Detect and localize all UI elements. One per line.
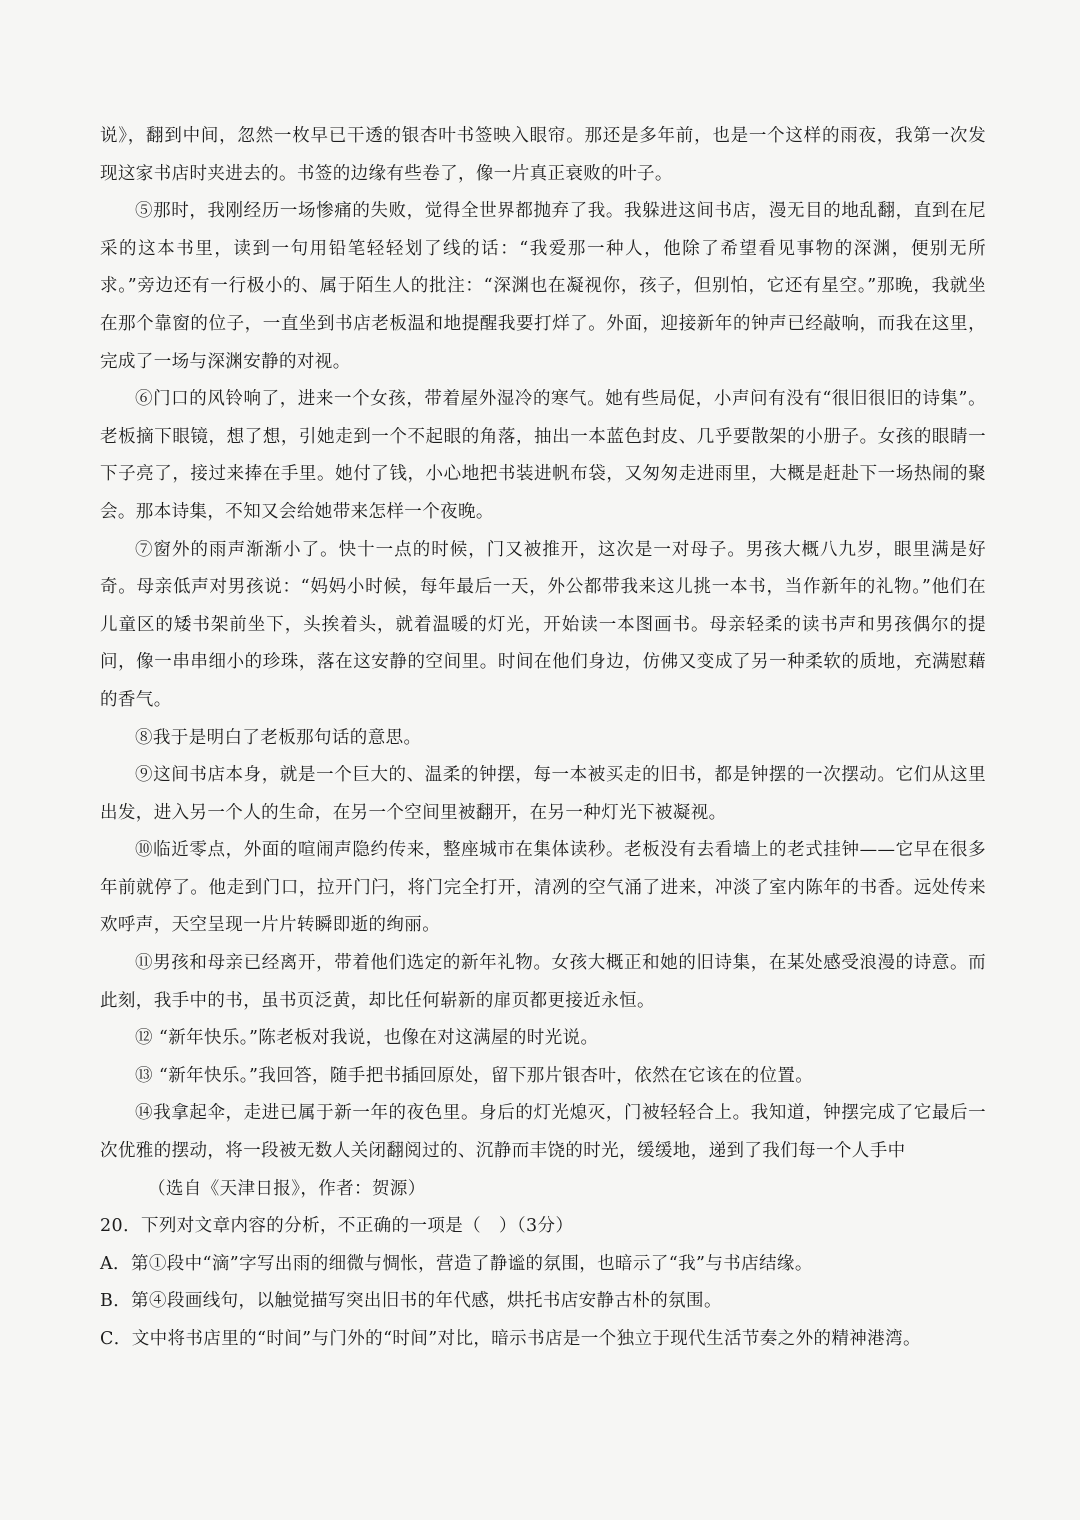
article-paragraph-11: ⑪男孩和母亲已经离开，带着他们选定的新年礼物。女孩大概正和她的旧诗集，在某处感受浪漫的诗意。而此刻，我手中的书，虽书页泛黄，却比任何崭新的扉页都更接近永恒。	[100, 953, 986, 1011]
article-paragraph-5: ⑤那时，我刚经历一场惨痛的失败，觉得全世界都抛弃了我。我躲进这间书店，漫无目的地乱翻，直到在尼采的这本书里，读到一句用铅笔轻轻划了线的话：“我爱那一种人，他除了希望看见事物的深渊，便别无所求。”旁边还有一行极小的、属于陌生人的批注：“深渊也在凝视你，孩子，但别怕，它还有星空。”那晚，我就坐在那个靠窗的位子，一直坐到书店老板温和地提醒我要打烊了。外面，迎接新年的钟声已经敲响，而我在这里，完成了一场与深渊安静的对视。	[100, 201, 986, 372]
article-source: （选自《天津日报》，作者：贺源）	[148, 1178, 426, 1199]
article-paragraph-7: ⑦窗外的雨声渐渐小了。快十一点的时候，门又被推开，这次是一对母子。男孩大概八九岁，眼里满是好奇。母亲低声对男孩说：“妈妈小时候，每年最后一天，外公都带我来这儿挑一本书，当作新年的礼物。”他们在儿童区的矮书架前坐下，头挨着头，就着温暖的灯光，开始读一本图画书。母亲轻柔的读书声和男孩偶尔的提问，像一串串细小的珍珠，落在这安静的空间里。时间在他们身边，仿佛又变成了另一种柔软的质地，充满慰藉的香气。	[100, 539, 986, 710]
article-paragraph-9: ⑨这间书店本身，就是一个巨大的、温柔的钟摆，每一本被买走的旧书，都是钟摆的一次摆动。它们从这里出发，进入另一个人的生命，在另一个空间里被翻开，在另一种灯光下被凝视。	[100, 765, 986, 823]
option-c: C．文中将书店里的“时间”与门外的“时间”对比，暗示书店是一个独立于现代生活节奏之外的精神港湾。	[100, 1329, 921, 1349]
exam-page	[100, 118, 986, 1359]
article-paragraph-13: ⑬ “新年快乐。”我回答，随手把书插回原处，留下那片银杏叶，依然在它该在的位置。	[135, 1065, 814, 1086]
article-paragraph-12: ⑫ “新年快乐。”陈老板对我说，也像在对这满屋的时光说。	[135, 1028, 599, 1049]
question-stem: 20．下列对文章内容的分析，不正确的一项是（ ）（3分）	[100, 1216, 574, 1237]
article-paragraph-6: ⑥门口的风铃响了，进来一个女孩，带着屋外湿冷的寒气。她有些局促，小声问有没有“很旧很旧的诗集”。老板摘下眼镜，想了想，引她走到一个不起眼的角落，抽出一本蓝色封皮、几乎要散架的小册子。女孩的眼睛一下子亮了，接过来捧在手里。她付了钱，小心地把书装进帆布袋，又匆匆走进雨里，大概是赶赴下一场热闹的聚会。那本诗集，不知又会给她带来怎样一个夜晚。	[100, 389, 986, 522]
article-paragraph-continued: 说》，翻到中间，忽然一枚早已干透的银杏叶书签映入眼帘。那还是多年前，也是一个这样的雨夜，我第一次发现这家书店时夹进去的。书签的边缘有些卷了，像一片真正衰败的叶子。	[100, 126, 986, 184]
article-paragraph-8: ⑧我于是明白了老板那句话的意思。	[135, 727, 422, 748]
option-a: A．第①段中“滴”字写出雨的细微与惆怅，营造了静谧的氛围，也暗示了“我”与书店结缘。	[100, 1253, 813, 1274]
article-paragraph-10: ⑩临近零点，外面的喧闹声隐约传来，整座城市在集体读秒。老板没有去看墙上的老式挂钟——它早在很多年前就停了。他走到门口，拉开门闩，将门完全打开，清冽的空气涌了进来，冲淡了室内陈年的书香。远处传来欢呼声，天空呈现一片片转瞬即逝的绚丽。	[100, 840, 986, 936]
article-paragraph-14: ⑭我拿起伞，走进已属于新一年的夜色里。身后的灯光熄灭，门被轻轻合上。我知道，钟摆完成了它最后一次优雅的摆动，将一段被无数人关闭翻阅过的、沉静而丰饶的时光，缓缓地，递到了我们每一个人手中	[100, 1103, 986, 1162]
option-b: B．第④段画线句，以触觉描写突出旧书的年代感，烘托书店安静古朴的氛围。	[100, 1291, 722, 1312]
